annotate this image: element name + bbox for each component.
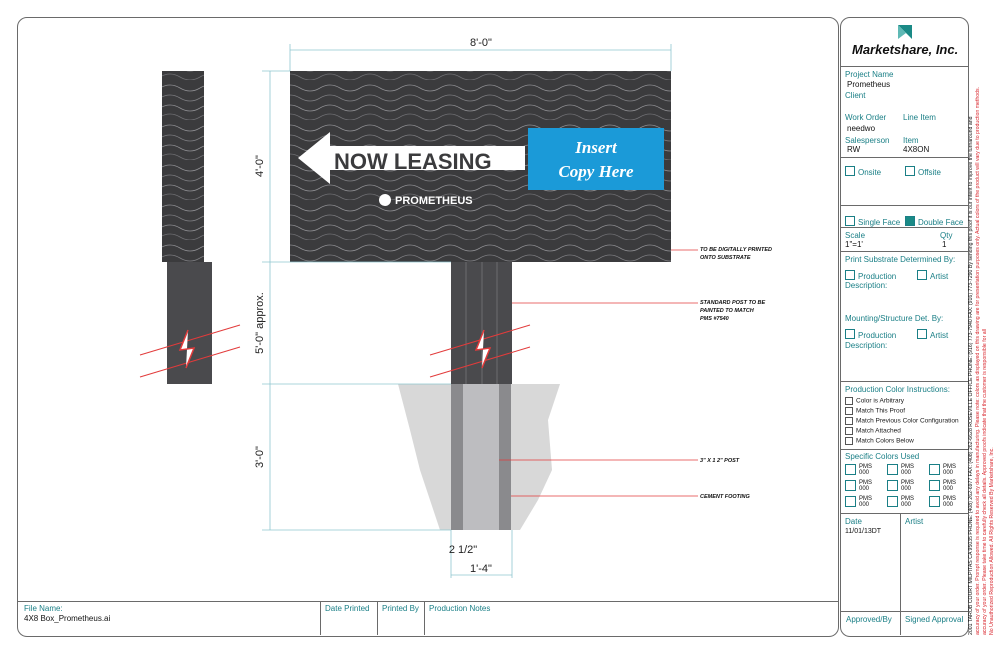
item-value: 4X8ON bbox=[903, 145, 930, 154]
color-option-0[interactable]: Color is Arbitrary bbox=[845, 397, 904, 405]
color-option-1[interactable]: Match This Proof bbox=[845, 407, 905, 415]
pms-swatch-box[interactable] bbox=[887, 496, 898, 507]
callout-3: 3" X 1 2" POST bbox=[700, 458, 740, 464]
pms-swatch-box[interactable] bbox=[845, 496, 856, 507]
pms-value: 000 bbox=[901, 502, 912, 508]
dim-post-above: 5'-0" approx. bbox=[254, 292, 266, 354]
pms-swatch-box[interactable] bbox=[929, 480, 940, 491]
project-name-value: Prometheus bbox=[847, 80, 891, 89]
pms-label: PMS bbox=[859, 496, 873, 502]
tb-divider-9 bbox=[840, 611, 968, 612]
insert-copy-line1: Insert bbox=[575, 138, 617, 157]
dim-width: 8'-0" bbox=[470, 37, 492, 49]
color-option-3[interactable]: Match Attached bbox=[845, 427, 901, 435]
salesperson-value: RW bbox=[847, 145, 861, 154]
substrate-description-label: Description: bbox=[845, 281, 888, 290]
substrate-production-option[interactable]: Production bbox=[845, 266, 896, 284]
pms-value: 000 bbox=[859, 502, 870, 508]
pms-label: PMS bbox=[901, 480, 915, 486]
pms-value: 000 bbox=[859, 486, 870, 492]
single-face-option[interactable]: Single Face bbox=[845, 212, 900, 230]
pms-label: PMS bbox=[859, 480, 873, 486]
side-view-panel bbox=[162, 71, 204, 262]
mounting-label: Mounting/Structure Det. By: bbox=[845, 314, 944, 323]
file-name-value: 4X8 Box_Prometheus.ai bbox=[24, 614, 111, 623]
dim-post-width: 2 1/2" bbox=[448, 544, 478, 556]
prometheus-logo-icon bbox=[379, 194, 391, 206]
pms-value: 000 bbox=[943, 502, 954, 508]
tb-divider-7 bbox=[840, 449, 968, 450]
side-text-black: 2001 TAROB COURT MILPITAS CA 95035 PHONE: (408) 262-6977 FAX: (408) 262-6628 ROSEVILLE OFFICE PHONE: (916) 773-7940 FAX: (916) 773-7290 By sending this proof it is our intent to improve the turnaround and bbox=[968, 116, 974, 635]
footing-core bbox=[463, 384, 499, 530]
bottom-bar-col2 bbox=[377, 601, 378, 635]
pms-swatch-box[interactable] bbox=[929, 464, 940, 475]
buried-post-right bbox=[499, 384, 511, 530]
mounting-artist-option[interactable]: Artist bbox=[917, 325, 948, 343]
bottom-bar-col3 bbox=[424, 601, 425, 635]
tb-divider-5 bbox=[840, 251, 968, 252]
work-order-value: needwo bbox=[847, 124, 876, 133]
approved-by-label: Approved/By bbox=[846, 615, 892, 624]
date-label: Date bbox=[845, 517, 862, 526]
pms-label: PMS bbox=[943, 496, 957, 502]
qty-label: Qty bbox=[940, 231, 953, 240]
pms-label: PMS bbox=[859, 464, 873, 470]
pms-swatch-box[interactable] bbox=[845, 480, 856, 491]
tb-divider-8 bbox=[840, 513, 968, 514]
tb-divider-4 bbox=[840, 227, 968, 228]
project-name-label: Project Name bbox=[845, 70, 894, 79]
bottom-bar-divider bbox=[17, 601, 838, 602]
scale-label: Scale bbox=[845, 231, 866, 240]
now-leasing-text: NOW LEASING bbox=[334, 149, 492, 174]
work-order-label: Work Order bbox=[845, 113, 887, 122]
side-text-red-2: accuracy of your order. Please take time to carefully check all details. Approved proofs indicate that the customer is responsible for all bbox=[982, 329, 988, 635]
company-logo-icon bbox=[896, 23, 914, 41]
scale-value: 1"=1' bbox=[845, 240, 863, 249]
pms-swatch-box[interactable] bbox=[929, 496, 940, 507]
brand-text: PROMETHEUS bbox=[395, 195, 473, 207]
signed-approval-label: Signed Approval bbox=[905, 615, 964, 624]
callout-1-line2: ONTO SUBSTRATE bbox=[700, 255, 751, 261]
callout-2-line2: PAINTED TO MATCH bbox=[700, 308, 754, 314]
line-item-label: Line Item bbox=[903, 113, 936, 122]
insert-copy-line2: Copy Here bbox=[558, 162, 634, 181]
printed-by-label: Printed By bbox=[382, 604, 419, 613]
callout-2-line1: STANDARD POST TO BE bbox=[700, 300, 766, 306]
date-value: 11/01/13DT bbox=[845, 528, 882, 535]
pms-value: 000 bbox=[943, 486, 954, 492]
callout-4: CEMENT FOOTING bbox=[700, 494, 750, 500]
offsite-option[interactable]: Offsite bbox=[905, 162, 941, 180]
pms-value: 000 bbox=[859, 470, 870, 476]
company-name: Marketshare, Inc. bbox=[852, 42, 959, 57]
color-option-4[interactable]: Match Colors Below bbox=[845, 437, 914, 445]
pms-label: PMS bbox=[943, 480, 957, 486]
tb-divider-1 bbox=[840, 66, 968, 67]
dim-below-grade: 3'-0" bbox=[254, 446, 266, 468]
side-view-post bbox=[167, 262, 212, 384]
onsite-option[interactable]: Onsite bbox=[845, 162, 881, 180]
pms-swatch-box[interactable] bbox=[845, 464, 856, 475]
specific-colors-label: Specific Colors Used bbox=[845, 452, 920, 461]
substrate-artist-option[interactable]: Artist bbox=[917, 266, 948, 284]
callout-2-line3: PMS #7540 bbox=[700, 316, 729, 322]
color-option-2[interactable]: Match Previous Color Configuration bbox=[845, 417, 959, 425]
double-face-option[interactable]: Double Face bbox=[905, 212, 963, 230]
mounting-description-label: Description: bbox=[845, 341, 888, 350]
tb-date-artist-divider bbox=[900, 513, 901, 635]
tb-divider-3 bbox=[840, 205, 968, 206]
client-label: Client bbox=[845, 91, 866, 100]
file-name-label: File Name: bbox=[24, 604, 63, 613]
salesperson-label: Salesperson bbox=[845, 136, 890, 145]
pms-value: 000 bbox=[901, 486, 912, 492]
date-printed-label: Date Printed bbox=[325, 604, 370, 613]
tb-divider-2 bbox=[840, 157, 968, 158]
pms-value: 000 bbox=[901, 470, 912, 476]
pms-swatch-box[interactable] bbox=[887, 480, 898, 491]
artist-col-label: Artist bbox=[905, 517, 924, 526]
color-instructions-label: Production Color Instructions: bbox=[845, 385, 950, 394]
mounting-production-option[interactable]: Production bbox=[845, 325, 896, 343]
side-text-red-3: No Unauthorized Reproduction Allowed. All Rights Reserved By Marketshare, Inc. bbox=[989, 447, 995, 635]
pms-swatch-box[interactable] bbox=[887, 464, 898, 475]
print-substrate-label: Print Substrate Determined By: bbox=[845, 255, 956, 264]
dim-sign-height: 4'-0" bbox=[254, 155, 266, 177]
buried-post-left bbox=[451, 384, 463, 530]
pms-label: PMS bbox=[901, 464, 915, 470]
qty-value: 1 bbox=[942, 240, 947, 249]
item-label: Item bbox=[903, 136, 919, 145]
pms-label: PMS bbox=[943, 464, 957, 470]
bottom-bar-col1 bbox=[320, 601, 321, 635]
dim-footing-width: 1'-4" bbox=[470, 563, 492, 575]
pms-value: 000 bbox=[943, 470, 954, 476]
side-text-red-1: accuracy of your order. Prompt response is required to avoid any delays in manufacturing. Please note: colors as displayed on this drawing are for presentation purposes only. Actual colors of the product will vary due to production methods. bbox=[975, 86, 981, 635]
tb-divider-6 bbox=[840, 381, 968, 382]
pms-label: PMS bbox=[901, 496, 915, 502]
callout-1-line1: TO BE DIGITALLY PRINTED bbox=[700, 247, 773, 253]
production-notes-label: Production Notes bbox=[429, 604, 491, 613]
